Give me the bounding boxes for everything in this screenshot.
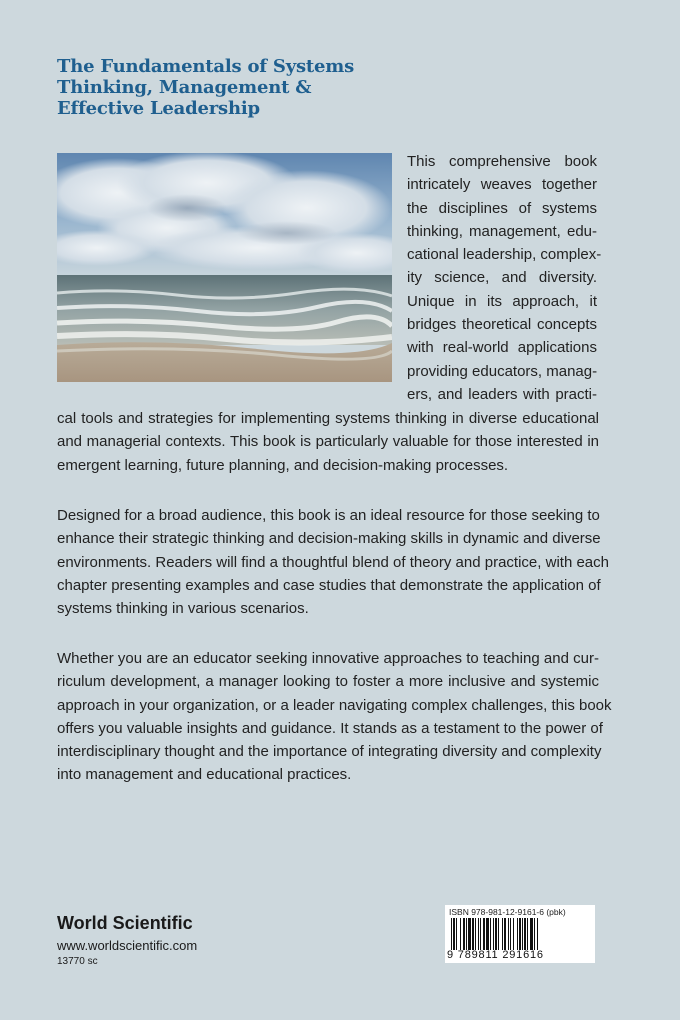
text-line: and managerial contexts. This book is particularly valuable for those interested in — [57, 433, 599, 451]
text-line: the disciplines of systems — [407, 199, 597, 217]
text-line: emergent learning, future planning, and decision-making processes. — [57, 456, 509, 474]
isbn-barcode — [445, 905, 595, 963]
text-line: Whether you are an educator seeking innovative approaches to teaching and cur- — [57, 650, 599, 667]
text-line: environments. Readers will find a thoughtful blend of theory and practice, with each — [57, 553, 609, 571]
title-line: Thinking, Management & — [57, 77, 312, 98]
publisher-url: www.worldscientific.com — [57, 938, 198, 953]
text-line: bridges theoretical concepts — [407, 316, 597, 334]
text-line: This comprehensive book — [407, 153, 597, 170]
text-line: thinking, management, edu- — [407, 222, 597, 240]
text-line: Designed for a broad audience, this book is an ideal resource for those seeking to — [57, 507, 600, 524]
title-line: The Fundamentals of Systems — [57, 56, 355, 77]
text-line: intricately weaves together — [407, 176, 597, 194]
text-line: ity science, and diversity. — [407, 269, 597, 287]
publisher-code: 13770 sc — [57, 956, 98, 967]
title-line: Effective Leadership — [57, 98, 260, 119]
text-line: riculum development, a manager looking to foster a more inclusive and systemic — [57, 673, 599, 691]
text-line: approach in your organization, or a leader navigating complex challenges, this book — [57, 696, 612, 714]
paragraph-3 — [57, 647, 612, 787]
text-line: cal tools and strategies for implementing systems thinking in diverse educational — [57, 410, 599, 427]
text-line: cational leadership, complex- — [407, 246, 602, 264]
text-line: providing educators, manag- — [407, 362, 598, 380]
text-line: into management and educational practices. — [57, 766, 352, 784]
text-line: enhance their strategic thinking and decision-making skills in dynamic and diverse — [57, 530, 601, 548]
text-line: interdisciplinary thought and the importance of integrating diversity and complexity — [57, 743, 602, 761]
barcode-bars-icon — [451, 918, 589, 950]
paragraph-2 — [57, 504, 609, 620]
text-line: Unique in its approach, it — [407, 292, 597, 310]
barcode-digits: 9 789811 291616 — [447, 949, 544, 961]
publisher-name: World Scientific — [57, 913, 193, 933]
publisher-block — [57, 912, 197, 969]
seascape-photo — [57, 153, 392, 382]
book-title — [57, 56, 477, 119]
text-line: systems thinking in various scenarios. — [57, 600, 309, 618]
text-line: offers you valuable insights and guidance. It stands as a testament to the power of — [57, 719, 603, 737]
text-line: ers, and leaders with practi- — [407, 385, 597, 403]
paragraph-1-float — [407, 150, 602, 406]
paragraph-1-wide — [57, 407, 599, 477]
text-line: with real-world applications — [407, 339, 597, 357]
text-line: chapter presenting examples and case studies that demonstrate the application of — [57, 576, 601, 594]
isbn-label: ISBN 978-981-12-9161-6 (pbk) — [449, 907, 566, 917]
